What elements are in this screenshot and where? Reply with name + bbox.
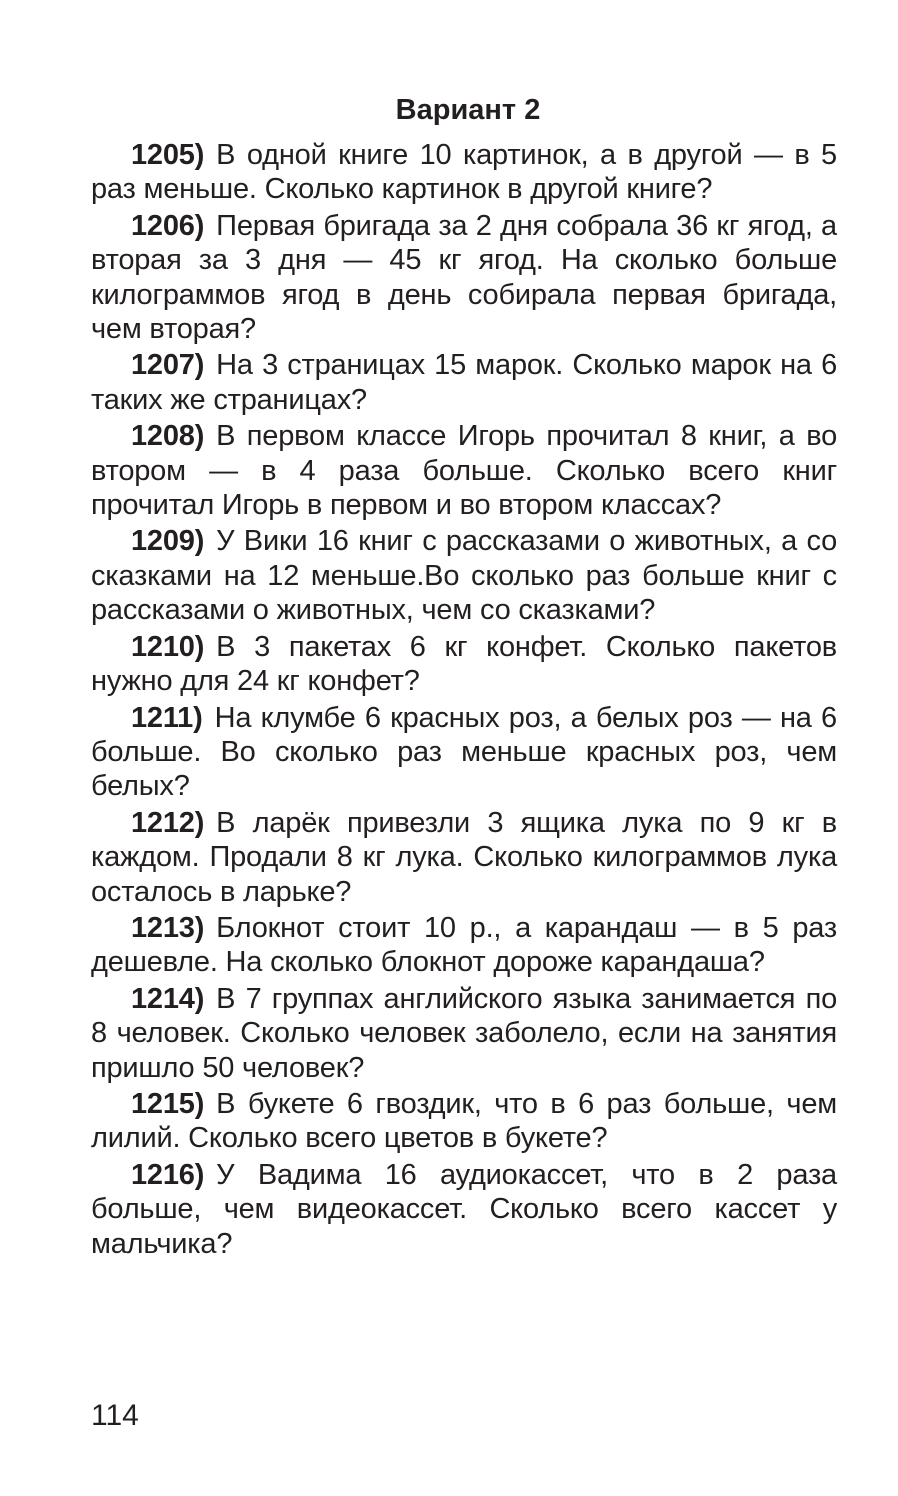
variant-title: Вариант 2 [395,94,541,126]
problem-text: На 3 страницах 15 марок. Сколько марок на 6 таких же страницах? [91,349,837,416]
problem-1215 [91,1087,837,1156]
problem-1211 [91,701,837,804]
problem-text: У Вадима 16 аудиокассет, что в 2 раза больше, чем видеокассет. Сколько всего кассет у мальчика? [91,1158,837,1260]
problem-1208 [91,419,837,522]
problem-text: В первом классе Игорь прочитал 8 книг, а во втором — в 4 раза больше. Сколько всего книг прочитал Игорь в первом и во втором классах? [91,420,837,522]
problem-text: В букете 6 гвоздик, что в 6 раз больше, чем лилий. Сколько всего цветов в букете? [91,1087,837,1155]
problem-number: 1214) [131,982,205,1015]
problem-1212 [91,806,837,909]
problem-number: 1209) [131,525,205,558]
problem-1213 [91,911,837,980]
problem-number: 1210) [131,630,205,663]
problem-1216 [91,1158,837,1261]
problem-1214 [91,982,837,1085]
problem-1206 [91,209,837,347]
problem-text: В 3 пакетах 6 кг конфет. Сколько пакетов нужно для 24 кг конфет? [91,630,837,698]
problem-text: Первая бригада за 2 дня собрала 36 кг ягод, а вторая за 3 дня — 45 кг ягод. На сколько больше килограммов ягод в день собирала первая бригада, чем вторая? [91,209,837,346]
problem-number: 1212) [131,806,205,839]
problem-1207 [91,348,837,417]
problem-text: Блокнот стоит 10 р., а карандаш — в 5 раз дешевле. На сколько блокнот дороже карандаша? [91,911,837,979]
problem-1209 [91,524,837,627]
problem-1210 [91,630,837,699]
problem-text: В 7 группах английского языка занимается по 8 человек. Сколько человек заболело, если на занятия пришло 50 человек? [91,982,837,1084]
problem-number: 1216) [131,1158,205,1191]
page-number: 114 [91,1399,139,1432]
problem-text: В одной книге 10 картинок, а в другой — в 5 раз меньше. Сколько картинок в другой книге? [91,139,837,206]
problem-number: 1213) [131,911,205,944]
page-content [91,92,837,1263]
problem-1205 [91,138,837,207]
problem-number: 1208) [131,420,205,453]
problem-text: В ларёк привезли 3 ящика лука по 9 кг в каждом. Продали 8 кг лука. Сколько килограммов лука осталось в ларьке? [91,806,837,908]
problem-text: На клумбе 6 красных роз, а белых роз — на 6 больше. Во сколько раз меньше красных роз, чем белых? [91,701,837,803]
problem-number: 1207) [131,349,205,382]
problem-number: 1215) [131,1087,205,1120]
problem-text: У Вики 16 книг с рассказами о животных, а со сказками на 12 меньше.Во сколько раз больше книг с рассказами о животных, чем со сказками? [91,525,837,627]
problem-number: 1206) [131,209,205,242]
problem-number: 1211) [131,701,203,734]
problem-number: 1205) [131,139,205,171]
